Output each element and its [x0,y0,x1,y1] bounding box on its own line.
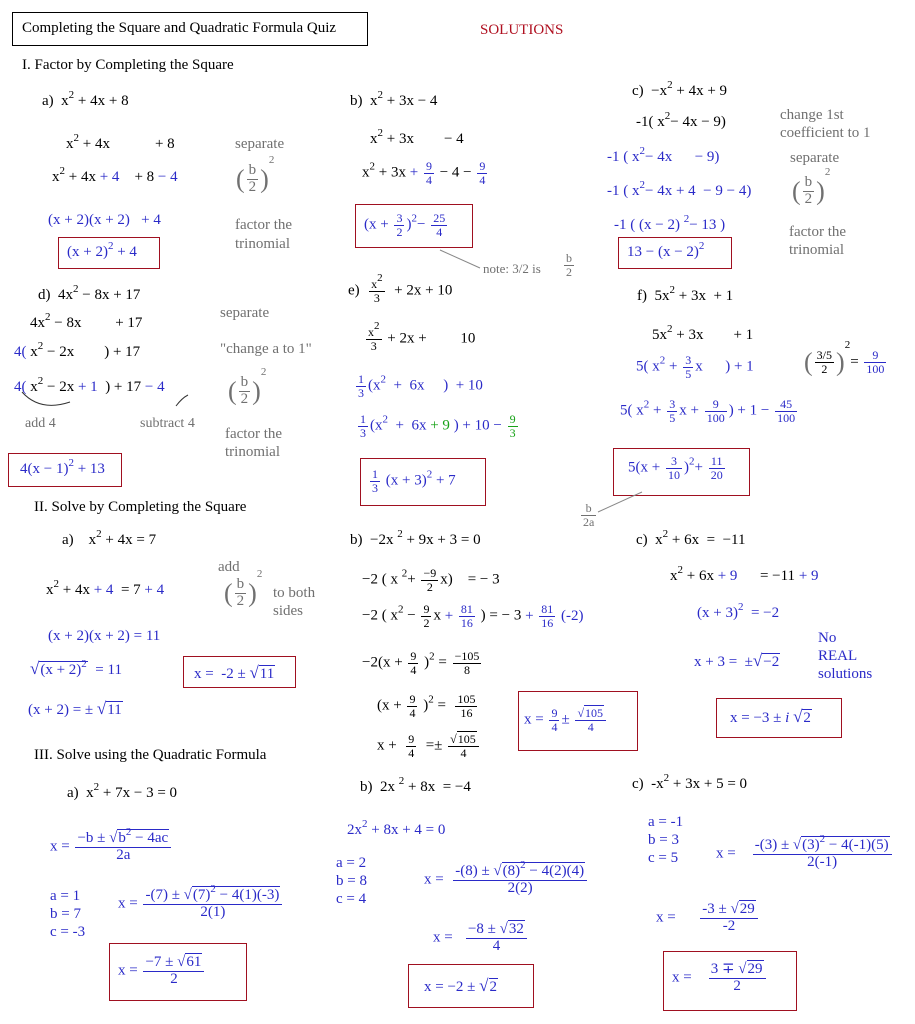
p2c-step3: x + 3 = ±√−2 [694,651,780,670]
problem-3c: c) $-x^2 + 3x + 5 = 0$ [632,772,748,792]
p2a-step4: (x + 2) = ± √11 [28,699,122,718]
p3b-substitution: x = $\frac{-(8) \pm √(8)^2 - 4(2)(4)}{2(2)}$ [424,864,589,897]
p3c-b: b = 3 [648,832,679,848]
p1a-step1: $x^2 + 4x$ + 8 [66,132,175,152]
p1b-step2: $x^2 + 3x$ + $\frac{9}{4}$ − 4 − $\frac{9}{4}$ [362,159,486,187]
p1b-answer: (x + $\frac{3}{2}$ )$^2$− $\frac{25}{4}$ [364,211,446,239]
note-real: REAL [818,648,858,664]
p1a-step2: $x^2 + 4x + 4$ + 8 − 4 [52,165,178,185]
p1f-step1: $5x^2 + 3x$ + 1 [652,323,754,343]
p1d-step1: $4x^2 - 8x$ + 17 [30,311,143,331]
note-trinomial-1a: trinomial [235,236,290,252]
note-sides: sides [273,603,303,619]
p1f-answer: 5(x + $\frac{3}{10}$ )$^2$+ $\frac{11}{20}$ [628,454,723,482]
problem-3b: b) 2x $^2$ + 8x = −4 [360,775,471,795]
section-1-heading: I. Factor by Completing the Square [22,57,234,73]
quadratic-formula: x = $\frac{-b \pm √b^2 - 4ac}{2a}$ [50,831,173,864]
p2b-step4: (x + $\frac{9}{4}$ )$^2$ = $\frac{105}{16}$ [377,692,476,720]
problem-1d: d) $4x^2 - 8x + 17$ [38,283,141,303]
p3c-a: a = -1 [648,814,684,830]
p1d-step2: 4( $x^2 - 2x$ ) + 17 [14,340,141,360]
problem-1e: e) $\frac{x^2}{3}$ + 2x + 10 [348,272,453,305]
p2b-step2: −2 ( $x^2$ − $\frac{9}{2}$ x + $\frac{81}{16}$ ) = − 3 + $\frac{81}{16}$ (-2) [362,602,584,630]
problem-1b: b) $x^2 + 3x - 4$ [350,89,438,109]
p2a-step3: $√(x + 2)^2 = 11$ [30,658,122,678]
p1f-b-over-2: ( $\frac{3/5}{2}$ )$^2$= $\frac{9}{100}$ [804,339,885,377]
problem-3a: a) $x^2 + 7x - 3 = 0$ [67,781,178,801]
p1e-answer: $\frac{1}{3}$ $(x + 3)^2 + 7$ [372,467,456,495]
p2b-step5: x + $\frac{9}{4}$ =± $\frac{√105}{4}$ [377,733,481,759]
page-title: Completing the Square and Quadratic Formula Quiz [22,20,337,36]
solutions-heading: SOLUTIONS [480,22,564,38]
note-separate-1a: separate [235,136,285,152]
p3c-c: c = 5 [648,850,679,866]
p2a-answer: x = -2 ± √11 [194,663,275,682]
p1e-step3: $\frac{1}{3}$ ($x^2 + 6x + 9$ ) + 10 − $\frac{9}{3}$ [360,412,516,440]
note-factor-1c: factor the [789,224,847,240]
p1e-step1: $\frac{x^2}{3}$ + 2x + 10 [368,320,476,353]
p3c-simplified: x = $\frac{-3 \pm √29}{-2}$ [656,902,760,935]
note-trinomial-1d: trinomial [225,444,280,460]
b-over-2-note: $\frac{b}{2}$ [566,251,572,279]
note-factor-1d: factor the [225,426,283,442]
p1c-answer: $13 - (x - 2)^2$ [627,240,705,260]
section-2-heading: II. Solve by Completing the Square [34,499,247,515]
p2a-step2: (x + 2)(x + 2) = 11 [48,628,161,644]
p2c-step2: $(x + 3)^2 = -2$ [697,601,780,621]
b-over-2-squared-2a: ( $\frac{b}{2}$ )$^2$ [224,568,263,610]
p1c-step1: -1( $x^2- 4x - 9$) [636,110,726,130]
p3b-a: a = 2 [336,855,367,871]
problem-1a: a) $x^2 + 4x + 8$ [42,89,129,109]
p3b-c: c = 4 [336,891,367,907]
p3c-answer: x = $\frac{3 \mp √29}{2}$ [672,962,768,995]
note-add4: add 4 [25,416,56,431]
note-32: note: 3/2 is [483,261,541,276]
b-over-2-squared-1c: ( $\frac{b}{2}$ )$^2$ [792,166,831,208]
b-over-2a-note: $\frac{b}{2a}$ [583,501,595,529]
section-3-heading: III. Solve using the Quadratic Formula [34,747,267,763]
problem-1c: $c) -x^2 + 4x + 9$ [632,79,728,99]
p3b-simplified: x = $\frac{-8 \pm √32}{4}$ [433,922,529,955]
note-change-1: change 1st [780,107,844,123]
p3a-answer: x = $\frac{-7 \pm √61}{2}$ [118,955,206,988]
p1b-step1: $x^2 + 3x$ − 4 [370,127,464,147]
p1a-step3: (x + 2)(x + 2) + 4 [48,212,161,228]
p2c-answer: x = −3 ± i √2 [730,707,811,726]
p3b-step1: $2x^2 + 8x + 4 = 0$ [347,818,446,838]
note-subtract4: subtract 4 [140,416,195,431]
note-no: No [818,630,837,646]
note-separate-1d: separate [220,305,270,321]
p3a-b: b = 7 [50,906,81,922]
p3a-c: c = -3 [50,924,86,940]
note-trinomial-1c: trinomial [789,242,844,258]
p1a-answer: $(x + 2)^2 + 4$ [67,240,137,260]
p1f-step3: 5( $x^2$ + $\frac{3}{5}$ x + $\frac{9}{100}$ ) + 1 − $\frac{45}{100}$ [620,397,796,425]
p1c-step4: -1 ( (x − 2) $^2$− 13 ) [614,213,726,233]
b-over-2-squared-1a: ( $\frac{b}{2}$ )$^2$ [236,154,275,196]
p2b-step3: −2(x + $\frac{9}{4}$ )$^2$ = $\frac{-105}{8}$ [362,649,480,677]
problem-2c: c) $x^2 + 6x = -11$ [636,528,746,548]
p3b-b: b = 8 [336,873,367,889]
note-solutions: solutions [818,666,873,682]
note-factor-1a: factor the [235,217,293,233]
p2b-answer: x = $\frac{9}{4}$ ± $\frac{√105}{4}$ [524,707,608,733]
problem-2b: b) −2x $^2$ + 9x + 3 = 0 [350,528,481,548]
p2c-step1: $x^2 + 6x + 9$ = −11 + 9 [670,564,819,584]
problem-1f: f) $5x^2 + 3x + 1$ [637,284,734,304]
note-change-a: "change a to 1" [220,341,312,357]
p1d-answer: $4(x - 1)^2 + 13$ [20,457,105,477]
note-add-2a: add [218,559,240,575]
b-over-2-squared-1d: ( $\frac{b}{2}$ )$^2$ [228,366,267,408]
note-change-2: coefficient to 1 [780,125,871,141]
p1c-step3: -1 ( $x^2- 4x + 4 - 9 - 4$) [607,179,752,199]
p3b-answer: x = −2 ± √2 [424,976,497,995]
p3a-a: a = 1 [50,888,81,904]
note-to-both: to both [273,585,316,601]
note-separate-1c: separate [790,150,840,166]
p2a-step1: $x^2 + 4x + 4 = 7 + 4$ [46,578,165,598]
p1d-step3: 4( $x^2 - 2x + 1$ ) + 17 − 4 [14,375,165,395]
p3a-substitution: x = $\frac{-(7) \pm √(7)^2 - 4(1)(-3)}{2(1)}$ [118,888,284,921]
p1e-step2: $\frac{1}{3}$ ($x^2 + 6x$ ) + 10 [358,372,483,400]
problem-2a: a) $x^2 + 4x = 7$ [62,528,157,548]
p3c-substitution: x = $\frac{-(3) \pm √(3)^2 - 4(-1)(5)}{2(-1)}$ [716,838,894,871]
p1c-step2: -1 ( $x^2- 4x$ − 9) [607,145,720,165]
p2b-step1: −2 ( x $^2$+ $\frac{-9}{2}$ x) = − 3 [362,566,500,594]
p1f-step2: 5( $x^2$ + $\frac{3}{5}$ x ) + 1 [636,353,754,381]
